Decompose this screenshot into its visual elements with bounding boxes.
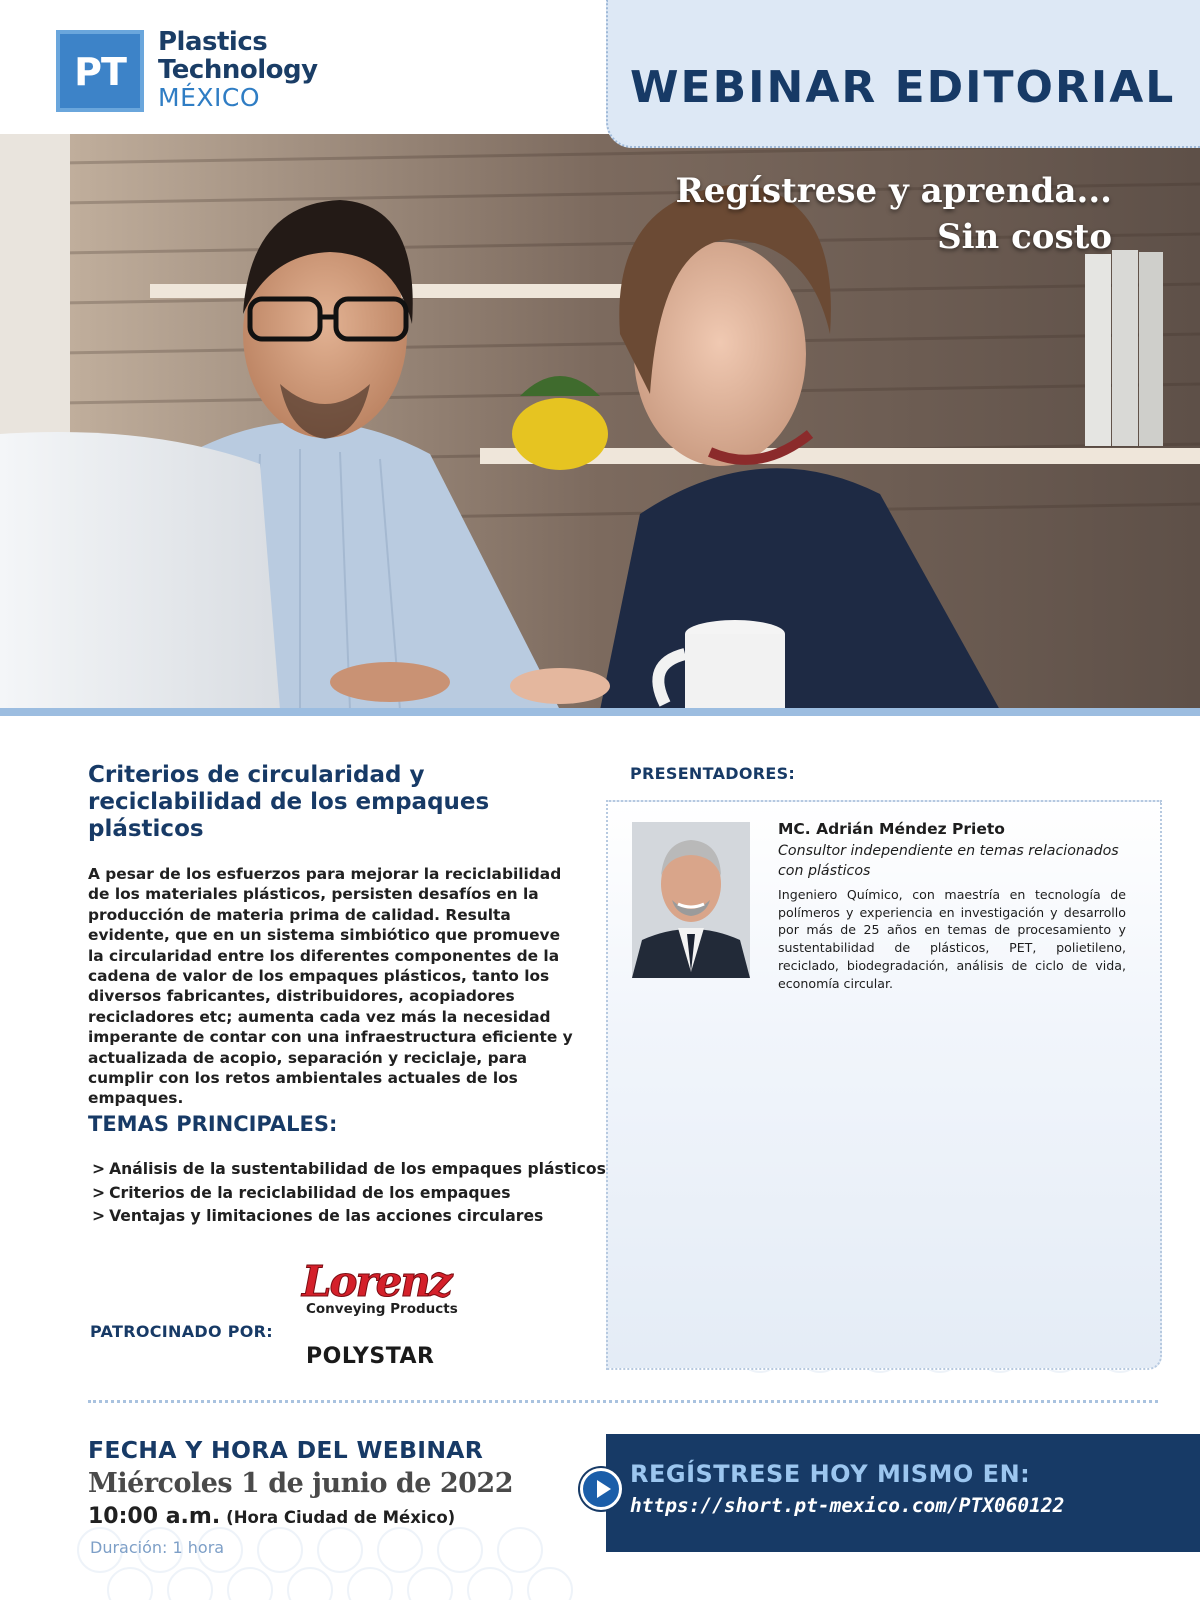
schedule-duration: Duración: 1 hora bbox=[90, 1538, 225, 1557]
register-title: REGÍSTRESE HOY MISMO EN: bbox=[630, 1460, 1031, 1488]
section-divider bbox=[88, 1400, 1158, 1403]
temas-item-text: Análisis de la sustentabilidad de los empaques plásticos bbox=[109, 1160, 606, 1178]
presenters-label: PRESENTADORES: bbox=[630, 764, 796, 783]
temas-list bbox=[92, 1158, 606, 1229]
tagline-line-1: Regístrese y aprenda... bbox=[675, 171, 1112, 211]
chevron-right-icon: > bbox=[92, 1183, 106, 1202]
register-panel bbox=[606, 1434, 1200, 1552]
hero-divider-band bbox=[0, 708, 1200, 716]
register-link[interactable]: https://short.pt-mexico.com/PTX060122 bbox=[630, 1494, 1065, 1517]
play-icon bbox=[580, 1468, 622, 1510]
temas-title: TEMAS PRINCIPALES: bbox=[88, 1112, 338, 1136]
tagline-line-2: Sin costo bbox=[937, 217, 1112, 257]
topic-body: A pesar de los esfuerzos para mejorar la reciclabilidad de los materiales plásticos, persisten desafíos en la producción de materia prima de calidad. Resulta evidente, que en un sistema simbiótico que promueve la circularidad entre los diferentes componentes de la cadena de valor de los empaques plásticos, tanto los diversos fabricantes, distribuidores, acopiadores recicladores etc; aumenta cada vez más la necesidad imperante de contar con una infraestructura eficiente y actualizada de acopio, separación y reciclaje, para cumplir con los retos ambientales actuales de los empaques. bbox=[88, 865, 573, 1108]
logo-mark bbox=[56, 30, 144, 112]
schedule-timezone: (Hora Ciudad de México) bbox=[226, 1508, 456, 1527]
logo-line-plastics: Plastics bbox=[158, 27, 268, 57]
logo-wordmark bbox=[158, 28, 368, 112]
presenter-name: MC. Adrián Méndez Prieto bbox=[778, 820, 1005, 838]
schedule-time bbox=[88, 1504, 455, 1529]
lorenz-logo-name: Lorenz bbox=[302, 1257, 451, 1306]
topic-title: Criterios de circularidad y reciclabilidad de los empaques plásticos bbox=[88, 762, 490, 842]
logo-line-mexico: MÉXICO bbox=[158, 83, 260, 112]
list-item bbox=[92, 1205, 592, 1229]
list-item bbox=[92, 1158, 606, 1182]
hero-tagline bbox=[675, 168, 1112, 260]
temas-item-text: Criterios de la reciclabilidad de los empaques bbox=[109, 1183, 511, 1202]
lorenz-logo bbox=[302, 1257, 462, 1317]
schedule-date: Miércoles 1 de junio de 2022 bbox=[88, 1468, 513, 1499]
schedule-title: FECHA Y HORA DEL WEBINAR bbox=[88, 1436, 484, 1464]
logo-mark-text: PT bbox=[74, 50, 126, 94]
banner-title: WEBINAR EDITORIAL bbox=[630, 62, 1176, 113]
presenter-bio: Ingeniero Químico, con maestría en tecnología de polímeros y experiencia en investigación y desarrollo por más de 25 años en temas de procesamiento y sustentabilidad de plásticos, PET, polietileno, reciclado, biodegradación, análisis de ciclo de vida, economía circular. bbox=[778, 887, 1126, 991]
polystar-logo: POLYSTAR bbox=[306, 1344, 435, 1369]
presenter-photo bbox=[632, 822, 750, 978]
lorenz-logo-sub: Conveying Products bbox=[306, 1301, 458, 1317]
temas-item-text: Ventajas y limitaciones de las acciones circulares bbox=[109, 1207, 544, 1225]
header-banner bbox=[606, 0, 1200, 148]
logo-line-technology: Technology bbox=[158, 55, 318, 85]
presenter-role: Consultor independiente en temas relacionados con plásticos bbox=[778, 843, 1119, 879]
schedule-time-value: 10:00 a.m. bbox=[88, 1504, 221, 1529]
chevron-right-icon: > bbox=[92, 1160, 106, 1178]
chevron-right-icon: > bbox=[92, 1207, 106, 1225]
list-item bbox=[92, 1182, 592, 1206]
sponsored-by-label: PATROCINADO POR: bbox=[90, 1322, 274, 1341]
